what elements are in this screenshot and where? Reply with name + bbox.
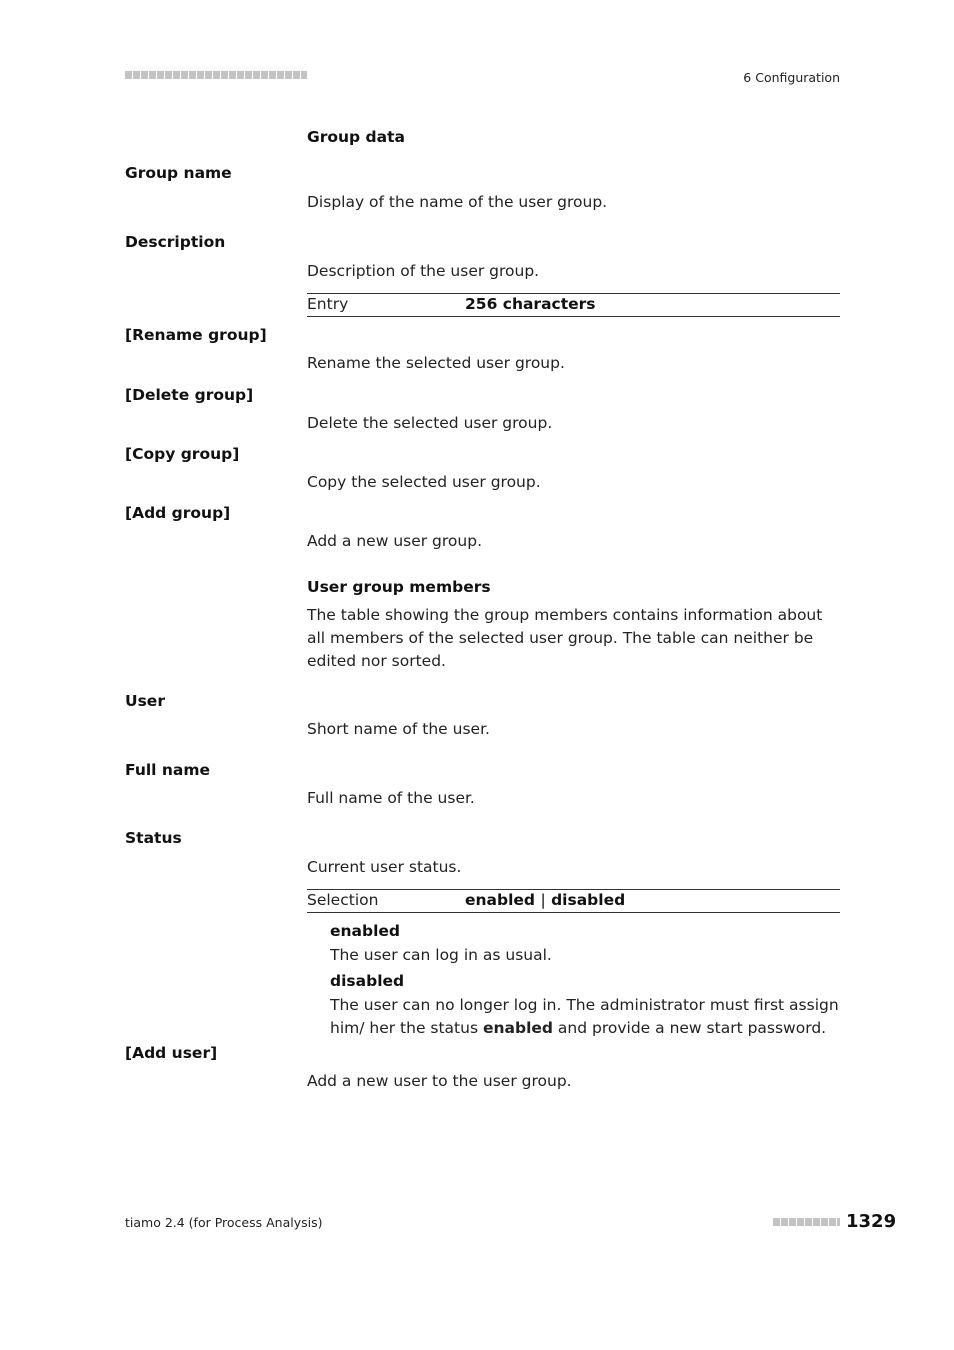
selection-values bbox=[465, 891, 625, 909]
option-title-disabled: disabled bbox=[330, 972, 405, 990]
field-label-delete-group: [Delete group] bbox=[125, 386, 254, 404]
field-desc-user: Short name of the user. bbox=[307, 720, 490, 738]
entry-value: 256 characters bbox=[465, 295, 596, 313]
field-label-description: Description bbox=[125, 233, 226, 251]
field-desc-copy-group: Copy the selected user group. bbox=[307, 473, 541, 491]
field-desc-delete-group: Delete the selected user group. bbox=[307, 414, 553, 432]
footer-product: tiamo 2.4 (for Process Analysis) bbox=[125, 1215, 323, 1230]
field-desc-full-name: Full name of the user. bbox=[307, 789, 475, 807]
chapter-title: 6 Configuration bbox=[743, 70, 840, 85]
selection-option-enabled: enabled bbox=[465, 891, 536, 909]
field-desc-description: Description of the user group. bbox=[307, 262, 540, 280]
field-label-copy-group: [Copy group] bbox=[125, 445, 240, 463]
section-heading-group-data: Group data bbox=[307, 128, 405, 146]
field-label-add-group: [Add group] bbox=[125, 504, 231, 522]
selection-option-disabled: disabled bbox=[551, 891, 626, 909]
option-desc-disabled bbox=[330, 994, 840, 1039]
field-desc-group-name: Display of the name of the user group. bbox=[307, 193, 608, 211]
option-desc-disabled-part2: and provide a new start password. bbox=[553, 1018, 827, 1037]
field-label-full-name: Full name bbox=[125, 761, 211, 779]
option-desc-enabled: The user can log in as usual. bbox=[330, 946, 552, 964]
field-desc-add-user: Add a new user to the user group. bbox=[307, 1072, 572, 1090]
field-label-group-name: Group name bbox=[125, 164, 232, 182]
footer-decoration bbox=[773, 1218, 840, 1226]
field-label-add-user: [Add user] bbox=[125, 1044, 218, 1062]
field-label-rename-group: [Rename group] bbox=[125, 326, 267, 344]
selection-key: Selection bbox=[307, 891, 379, 909]
section-heading-members: User group members bbox=[307, 578, 491, 596]
field-desc-add-group: Add a new user group. bbox=[307, 532, 483, 550]
field-desc-status: Current user status. bbox=[307, 858, 462, 876]
entry-key: Entry bbox=[307, 295, 349, 313]
field-label-user: User bbox=[125, 692, 165, 710]
page-number: 1329 bbox=[846, 1211, 897, 1232]
option-desc-disabled-bold: enabled bbox=[482, 1018, 553, 1037]
selection-separator: | bbox=[540, 891, 546, 909]
section-desc-members: The table showing the group members contains information about all members of the selected user group. The table can neither be edited nor sorted. bbox=[307, 606, 823, 670]
header-decoration bbox=[125, 71, 307, 79]
option-desc-disabled-part1: The user can no longer log in. The administrator must first assign him/ her the status bbox=[330, 996, 839, 1037]
entry-table bbox=[307, 293, 840, 317]
selection-table bbox=[307, 889, 840, 913]
field-desc-rename-group: Rename the selected user group. bbox=[307, 354, 565, 372]
option-title-enabled: enabled bbox=[330, 922, 401, 940]
field-label-status: Status bbox=[125, 829, 182, 847]
